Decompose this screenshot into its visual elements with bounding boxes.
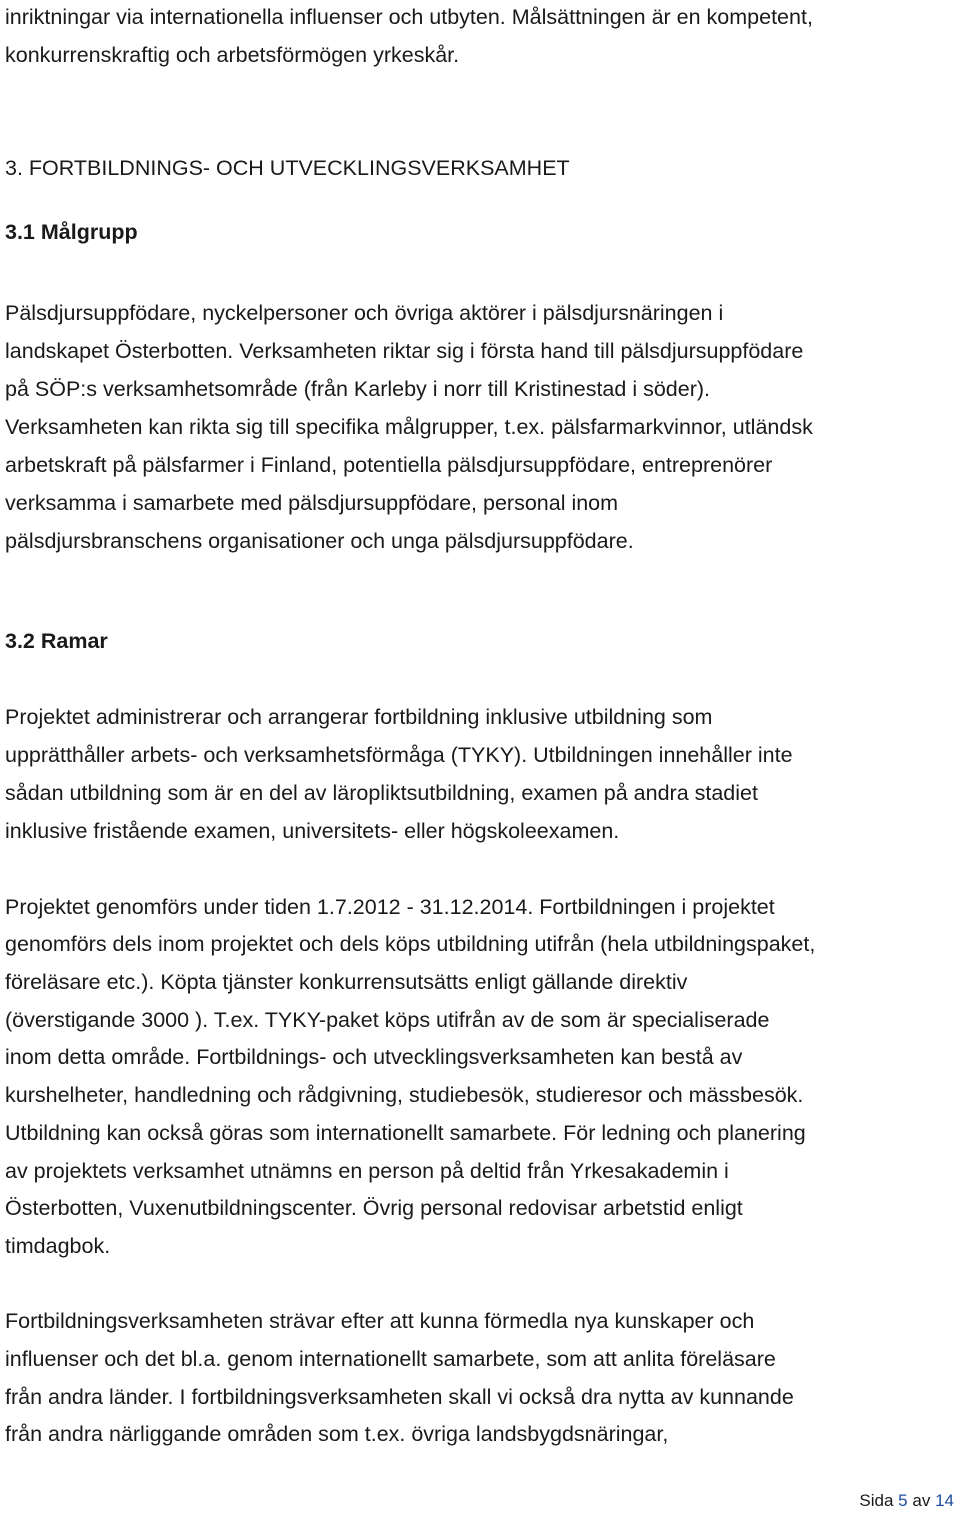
page-footer <box>859 1491 954 1511</box>
paragraph-line: landskapet Österbotten. Verksamheten riktar sig i första hand till pälsdjursuppfödare <box>5 339 804 363</box>
paragraph-line: sådan utbildning som är en del av läropliktsutbildning, examen på andra stadiet <box>5 781 758 805</box>
of-word: av <box>912 1491 931 1510</box>
paragraph-line: Österbotten, Vuxenutbildningscenter. Övrig personal redovisar arbetstid enligt <box>5 1196 743 1220</box>
paragraph-line: influenser och det bl.a. genom internationellt samarbete, som att anlita föreläsare <box>5 1347 776 1371</box>
paragraph-line: upprätthåller arbets- och verksamhetsförmåga (TYKY). Utbildningen innehåller inte <box>5 743 793 767</box>
current-page-number: 5 <box>898 1491 908 1510</box>
paragraph-line: från andra närliggande områden som t.ex. övriga landsbygdsnäringar, <box>5 1422 669 1446</box>
paragraph-line: Pälsdjursuppfödare, nyckelpersoner och övriga aktörer i pälsdjursnäringen i <box>5 301 724 325</box>
intro-line: inriktningar via internationella influenser och utbyten. Målsättningen är en kompetent, <box>5 5 813 29</box>
paragraph-line: inom detta område. Fortbildnings- och utvecklingsverksamheten kan bestå av <box>5 1045 743 1069</box>
paragraph-line: Verksamheten kan rikta sig till specifika målgrupper, t.ex. pälsfarmarkvinnor, utländsk <box>5 415 813 439</box>
total-pages-number: 14 <box>935 1491 954 1510</box>
paragraph-line: Projektet genomförs under tiden 1.7.2012 - 31.12.2014. Fortbildningen i projektet <box>5 895 775 919</box>
paragraph-line: verksamma i samarbete med pälsdjursuppfödare, personal inom <box>5 491 619 515</box>
paragraph-line: timdagbok. <box>5 1234 111 1258</box>
subsection-heading-malgrupp: 3.1 Målgrupp <box>5 220 138 244</box>
paragraph-line: arbetskraft på pälsfarmer i Finland, potentiella pälsdjursuppfödare, entreprenörer <box>5 453 773 477</box>
paragraph-line: från andra länder. I fortbildningsverksamheten skall vi också dra nytta av kunnande <box>5 1385 794 1409</box>
paragraph-line: Projektet administrerar och arrangerar fortbildning inklusive utbildning som <box>5 705 713 729</box>
subsection-heading-ramar: 3.2 Ramar <box>5 629 108 653</box>
paragraph-line: av projektets verksamhet utnämns en person på deltid från Yrkesakademin i <box>5 1159 729 1183</box>
paragraph-line: (överstigande 3000 ). T.ex. TYKY-paket köps utifrån av de som är specialiserade <box>5 1008 770 1032</box>
page-word: Sida <box>859 1491 894 1510</box>
paragraph-line: Fortbildningsverksamheten strävar efter att kunna förmedla nya kunskaper och <box>5 1309 755 1333</box>
paragraph-line: Utbildning kan också göras som internationellt samarbete. För ledning och planering <box>5 1121 806 1145</box>
paragraph-line: på SÖP:s verksamhetsområde (från Karleby i norr till Kristinestad i söder). <box>5 377 710 401</box>
intro-line: konkurrenskraftig och arbetsförmögen yrkeskår. <box>5 43 460 67</box>
paragraph-line: pälsdjursbranschens organisationer och unga pälsdjursuppfödare. <box>5 529 634 553</box>
paragraph-line: inklusive fristående examen, universitets- eller högskoleexamen. <box>5 819 620 843</box>
paragraph-line: kurshelheter, handledning och rådgivning, studiebesök, studieresor och mässbesök. <box>5 1083 804 1107</box>
paragraph-line: genomförs dels inom projektet och dels köps utbildning utifrån (hela utbildningspaket, <box>5 932 816 956</box>
section-heading: 3. FORTBILDNINGS- OCH UTVECKLINGSVERKSAMHET <box>5 156 570 180</box>
paragraph-line: föreläsare etc.). Köpta tjänster konkurrensutsätts enligt gällande direktiv <box>5 970 688 994</box>
